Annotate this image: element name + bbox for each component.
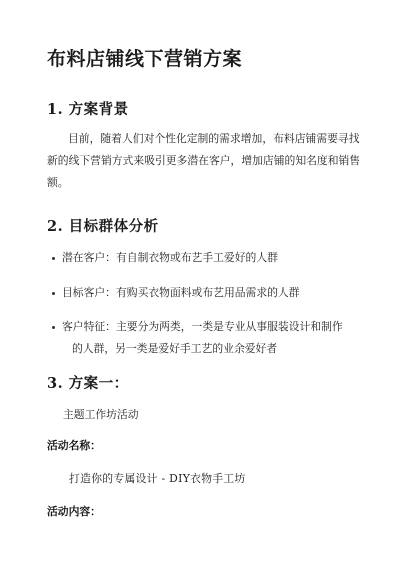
list-item <box>62 316 362 360</box>
activity-name: 打造你的专属设计 - DIY衣物手工坊 <box>69 472 246 485</box>
section-heading-target-group: 2. 目标群体分析 <box>47 218 159 235</box>
section-heading-plan-one: 3. 方案一： <box>47 375 129 392</box>
list-item <box>62 282 362 304</box>
bullet-text-line1: 客户特征：主要分为两类，一类是专业从事服装设计和制作 <box>62 320 343 333</box>
activity-content-label: 活动内容： <box>47 505 101 518</box>
list-item <box>62 247 362 269</box>
background-paragraph: 目前，随着人们对个性化定制的需求增加，布料店铺需要寻找新的线下营销方式来吸引更多潜在客户，增加店铺的知名度和销售额。 <box>47 132 361 189</box>
plan-subtitle: 主题工作坊活动 <box>63 408 139 421</box>
section-heading-background: 1. 方案背景 <box>47 101 129 118</box>
bullet-dot-icon <box>52 326 55 329</box>
bullet-text: 潜在客户：有自制衣物或布艺手工爱好的人群 <box>62 251 278 264</box>
bullet-dot-icon <box>52 292 55 295</box>
bullet-text: 目标客户：有购买衣物面料或布艺用品需求的人群 <box>62 286 300 299</box>
bullet-dot-icon <box>52 257 55 260</box>
document-title: 布料店铺线下营销方案 <box>47 48 243 70</box>
bullet-text-line2: 的人群，另一类是爱好手工艺的业余爱好者 <box>72 342 278 355</box>
activity-name-label: 活动名称： <box>47 439 101 452</box>
